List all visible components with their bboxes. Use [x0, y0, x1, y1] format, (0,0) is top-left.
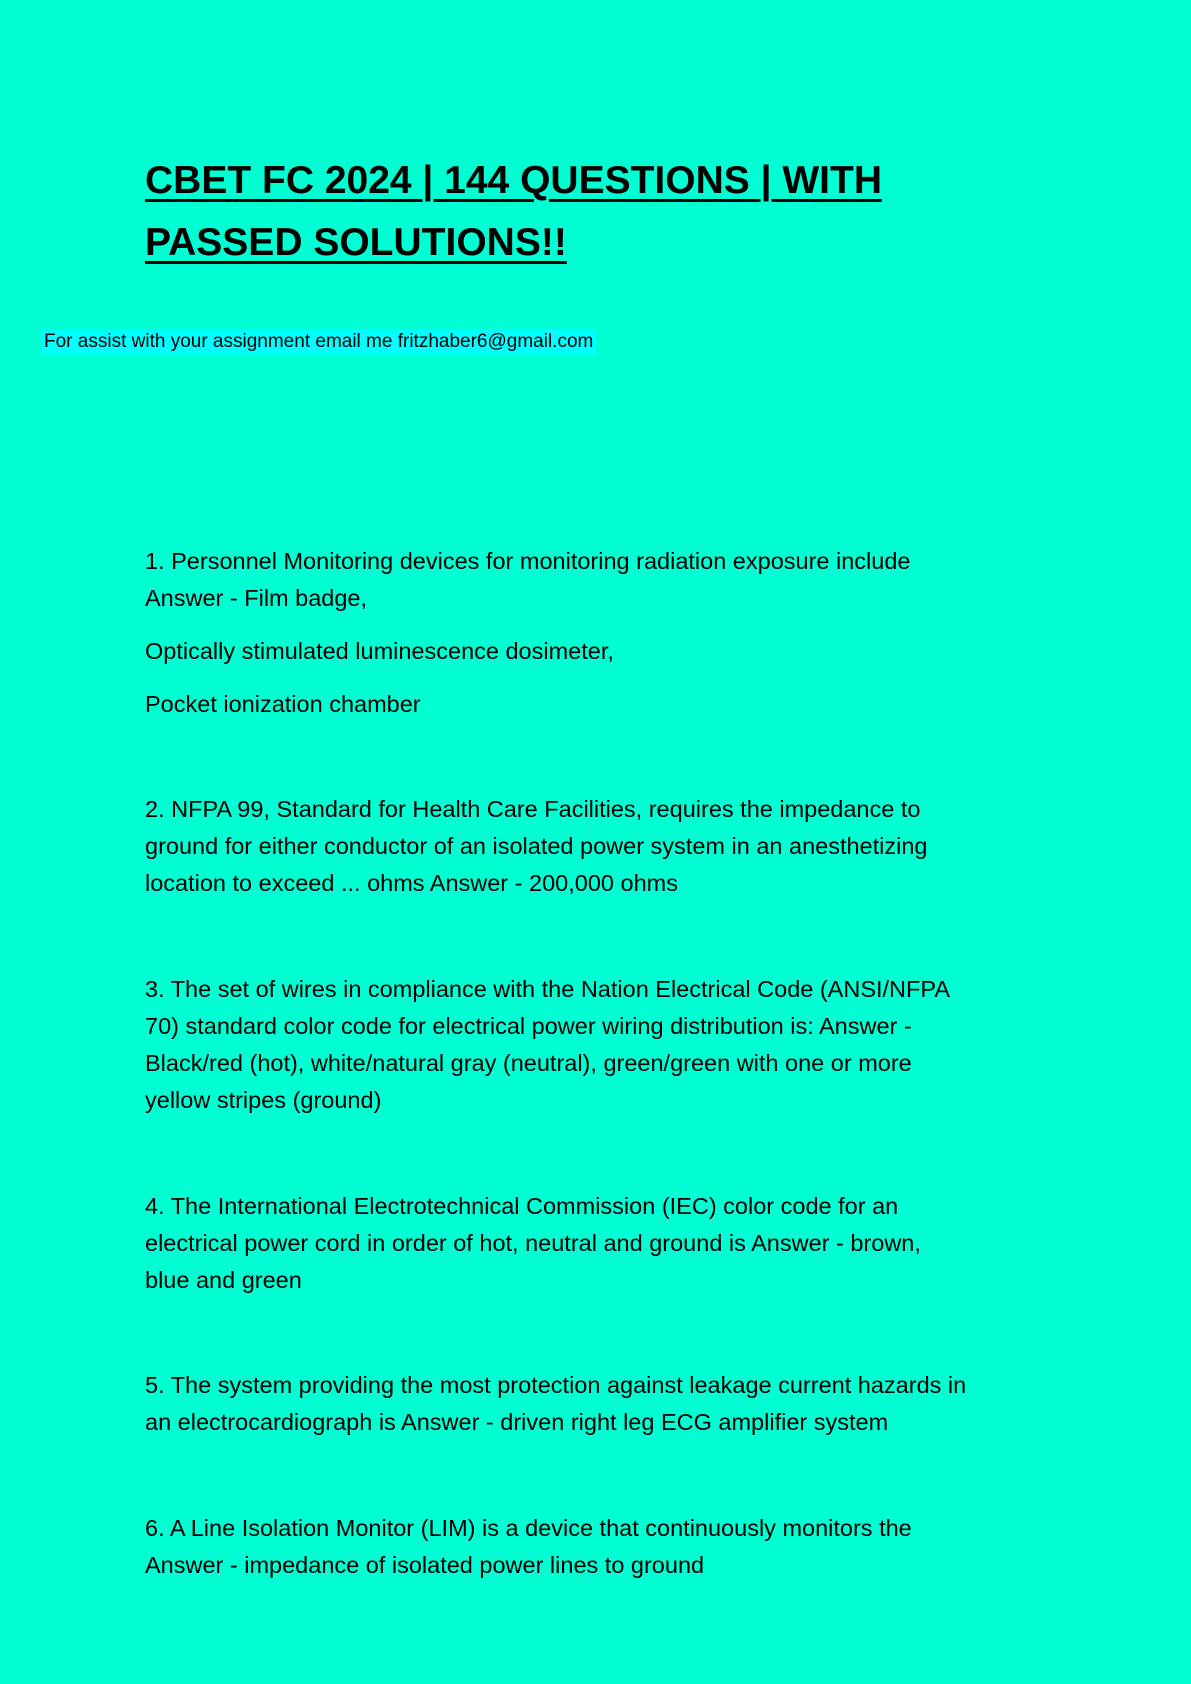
question-text-line: 5. The system providing the most protection against leakage current hazards in: [145, 1372, 967, 1398]
question-answer-line: Answer - Film badge,: [145, 585, 368, 611]
question-6: [145, 1510, 1045, 1584]
question-text-line: 70) standard color code for electrical power wiring distribution is: Answer -: [145, 1013, 912, 1039]
question-3: [145, 971, 1045, 1119]
question-answer-line: Answer - impedance of isolated power lines to ground: [145, 1552, 705, 1578]
question-5: [145, 1367, 1045, 1441]
answer-item: Optically stimulated luminescence dosimeter,: [145, 638, 614, 664]
question-answer-line: an electrocardiograph is Answer - driven right leg ECG amplifier system: [145, 1409, 889, 1435]
answer-item: Pocket ionization chamber: [145, 691, 421, 717]
question-text-line: 6. A Line Isolation Monitor (LIM) is a device that continuously monitors the: [145, 1515, 912, 1541]
question-2: [145, 791, 1045, 902]
question-1-answer-item: [145, 686, 1045, 723]
question-1: [145, 543, 1045, 617]
title-line: CBET FC 2024 | 144 QUESTIONS | WITH: [145, 159, 882, 202]
document-title: [145, 150, 1005, 274]
question-text-line: 4. The International Electrotechnical Commission (IEC) color code for an: [145, 1193, 899, 1219]
question-4: [145, 1188, 1045, 1299]
assist-contact-note: For assist with your assignment email me fritzhaber6@gmail.com: [44, 331, 594, 352]
question-answer-line: blue and green: [145, 1267, 302, 1293]
question-text-line: 2. NFPA 99, Standard for Health Care Facilities, requires the impedance to: [145, 796, 921, 822]
question-answer-line: Black/red (hot), white/natural gray (neutral), green/green with one or more: [145, 1050, 912, 1076]
question-answer-line: location to exceed ... ohms Answer - 200,000 ohms: [145, 870, 678, 896]
question-text-line: 1. Personnel Monitoring devices for monitoring radiation exposure include: [145, 548, 911, 574]
question-1-answer-item: [145, 633, 1045, 670]
question-text-line: 3. The set of wires in compliance with the Nation Electrical Code (ANSI/NFPA: [145, 976, 950, 1002]
question-text-line: ground for either conductor of an isolated power system in an anesthetizing: [145, 833, 928, 859]
question-answer-line: yellow stripes (ground): [145, 1087, 382, 1113]
question-text-line: electrical power cord in order of hot, neutral and ground is Answer - brown,: [145, 1230, 921, 1256]
title-line: PASSED SOLUTIONS!!: [145, 221, 567, 264]
